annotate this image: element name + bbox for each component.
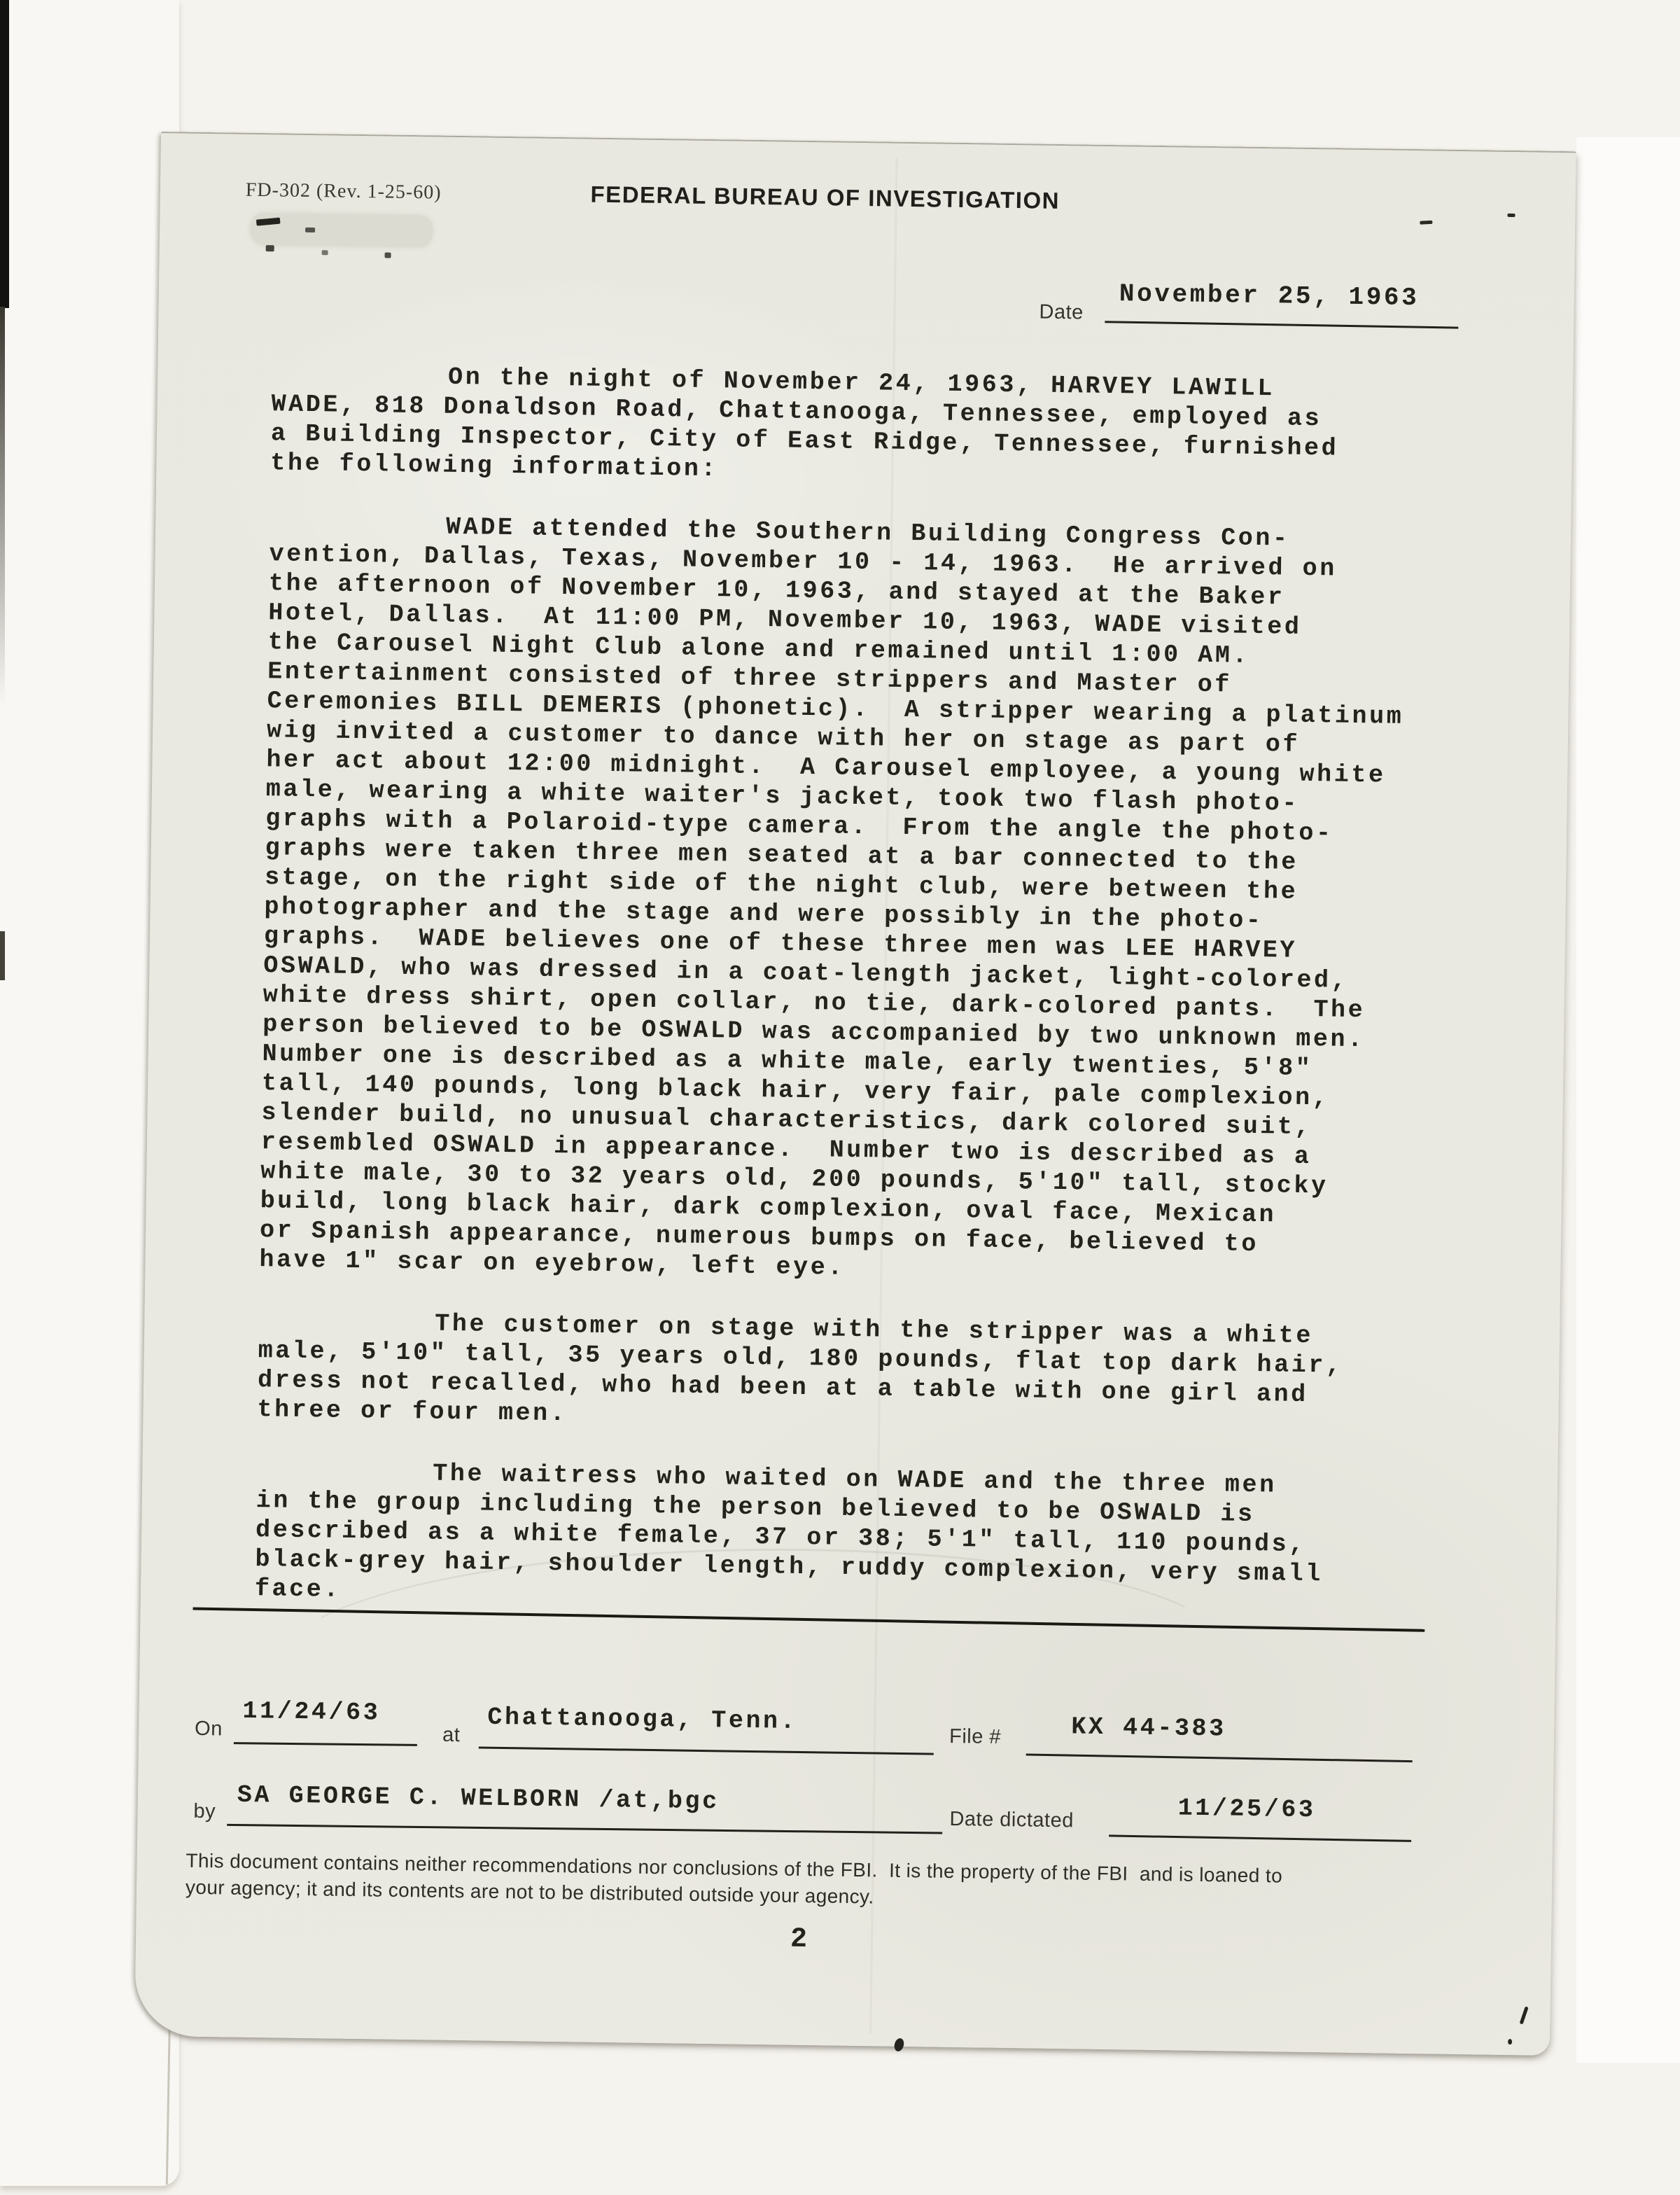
by-label: by <box>193 1799 216 1823</box>
report-body <box>254 360 1485 1630</box>
ink-smudge <box>266 245 274 251</box>
scan-edge-artifact <box>0 0 9 308</box>
scan-edge-artifact <box>0 931 5 980</box>
date-dictated-underline <box>1109 1834 1411 1842</box>
ink-mark <box>1420 221 1432 225</box>
file-number-value: KX 44-383 <box>1071 1713 1227 1743</box>
body-paragraph: The customer on stage with the stripper was a white male, 5'10" tall, 35 years old, 180 pounds, flat top dark hair, dress not recalled, who had been at a table with one girl and three or four men. <box>257 1309 1343 1428</box>
body-paragraph: The waitress who waited on WADE and the three men in the group including the person believed to be OSWALD is described as a white female, 37 or 38; 5'1" tall, 110 pounds, black-grey hair, shoulder length, ruddy complexion, very small face. <box>254 1459 1324 1604</box>
ink-smudge <box>322 250 328 255</box>
date-value: November 25, 1963 <box>1119 279 1420 313</box>
ink-speck <box>1520 2006 1529 2024</box>
on-underline <box>234 1742 417 1746</box>
fbi-disclaimer: This document contains neither recommendations nor conclusions of the FBI. It is the property of the FBI and is loaned to your agency; it and its contents are not to be distributed outside your agency. <box>185 1849 1283 1908</box>
on-value: 11/24/63 <box>242 1696 381 1727</box>
form-number: FD-302 (Rev. 1-25-60) <box>245 179 442 204</box>
ink-mark <box>1507 214 1515 217</box>
page-number: 2 <box>790 1923 810 1956</box>
agent-name-value: SA GEORGE C. WELBORN /at,bgc <box>237 1781 720 1816</box>
ink-smudge <box>305 228 315 232</box>
date-underline <box>1105 321 1458 328</box>
at-value: Chattanooga, Tenn. <box>487 1703 798 1736</box>
date-dictated-label: Date dictated <box>949 1807 1074 1832</box>
ink-speck <box>893 2037 906 2053</box>
scan-edge-artifact <box>0 307 5 706</box>
on-label: On <box>194 1717 223 1741</box>
at-label: at <box>442 1723 461 1747</box>
date-dictated-value: 11/25/63 <box>1177 1794 1316 1825</box>
file-number-label: File # <box>948 1724 1002 1748</box>
body-paragraph: WADE attended the Southern Building Congress Con- vention, Dallas, Texas, November 10 - 14, 1963. He arrived on the afternoon of November 10, 1963, and stayed at the Baker Hotel, Dallas. At 11:00 PM, November 10, 1963, WADE visited the Carousel Night Club alone and remained until 1:00 AM. Entertainment consisted of three strippers and Master of Ceremonies BILL DEMERIS (phonetic). A stripper wearing a platinum wig invited a customer to dance with her on stage as part of her act about 12:00 midnight. A Carousel employee, a young white male, wearing a white waiter's jacket, took two flash photo- graphs with a Polaroid-type camera. From the angle the photo- graphs were taken three men seated at a bar connected to the stage, on the right side of the night club, were between the photographer and the stage and were possibly in the photo- graphs. WADE believes one of these three men was LEE HARVEY OSWALD, who was dressed in a coat-length jacket, light-colored, white dress shirt, open collar, no tie, dark-colored pants. The person believed to be OSWALD was accompanied by two unknown men. Number one is described as a white male, early twenties, 5'8" tall, 140 pounds, long black hair, very fair, pale complexion, slender build, no unusual characteristics, dark colored suit, resembled OSWALD in appearance. Number two is described as a white male, 30 to 32 years old, 200 pounds, 5'10" tall, stocky build, long black hair, dark complexion, oval face, Mexican or Spanish appearance, numerous bumps on face, believed to have 1" scar on eyebrow, left eye. <box>259 513 1404 1282</box>
ink-speck <box>1508 2039 1512 2044</box>
scan-margin-right <box>1576 137 1680 2063</box>
page-title: FEDERAL BUREAU OF INVESTIGATION <box>590 181 1060 214</box>
ink-smudge <box>385 252 391 258</box>
body-paragraph: On the night of November 24, 1963, HARVEY LAWILL WADE, 818 Donaldson Road, Chattanooga, Tennessee, employed as a Building Inspector, City of East Ridge, Tennessee, furnished the following information: <box>270 363 1339 484</box>
by-underline <box>227 1824 942 1834</box>
date-label: Date <box>1039 300 1084 324</box>
file-number-underline <box>1026 1754 1413 1763</box>
document-page <box>134 132 1576 2056</box>
